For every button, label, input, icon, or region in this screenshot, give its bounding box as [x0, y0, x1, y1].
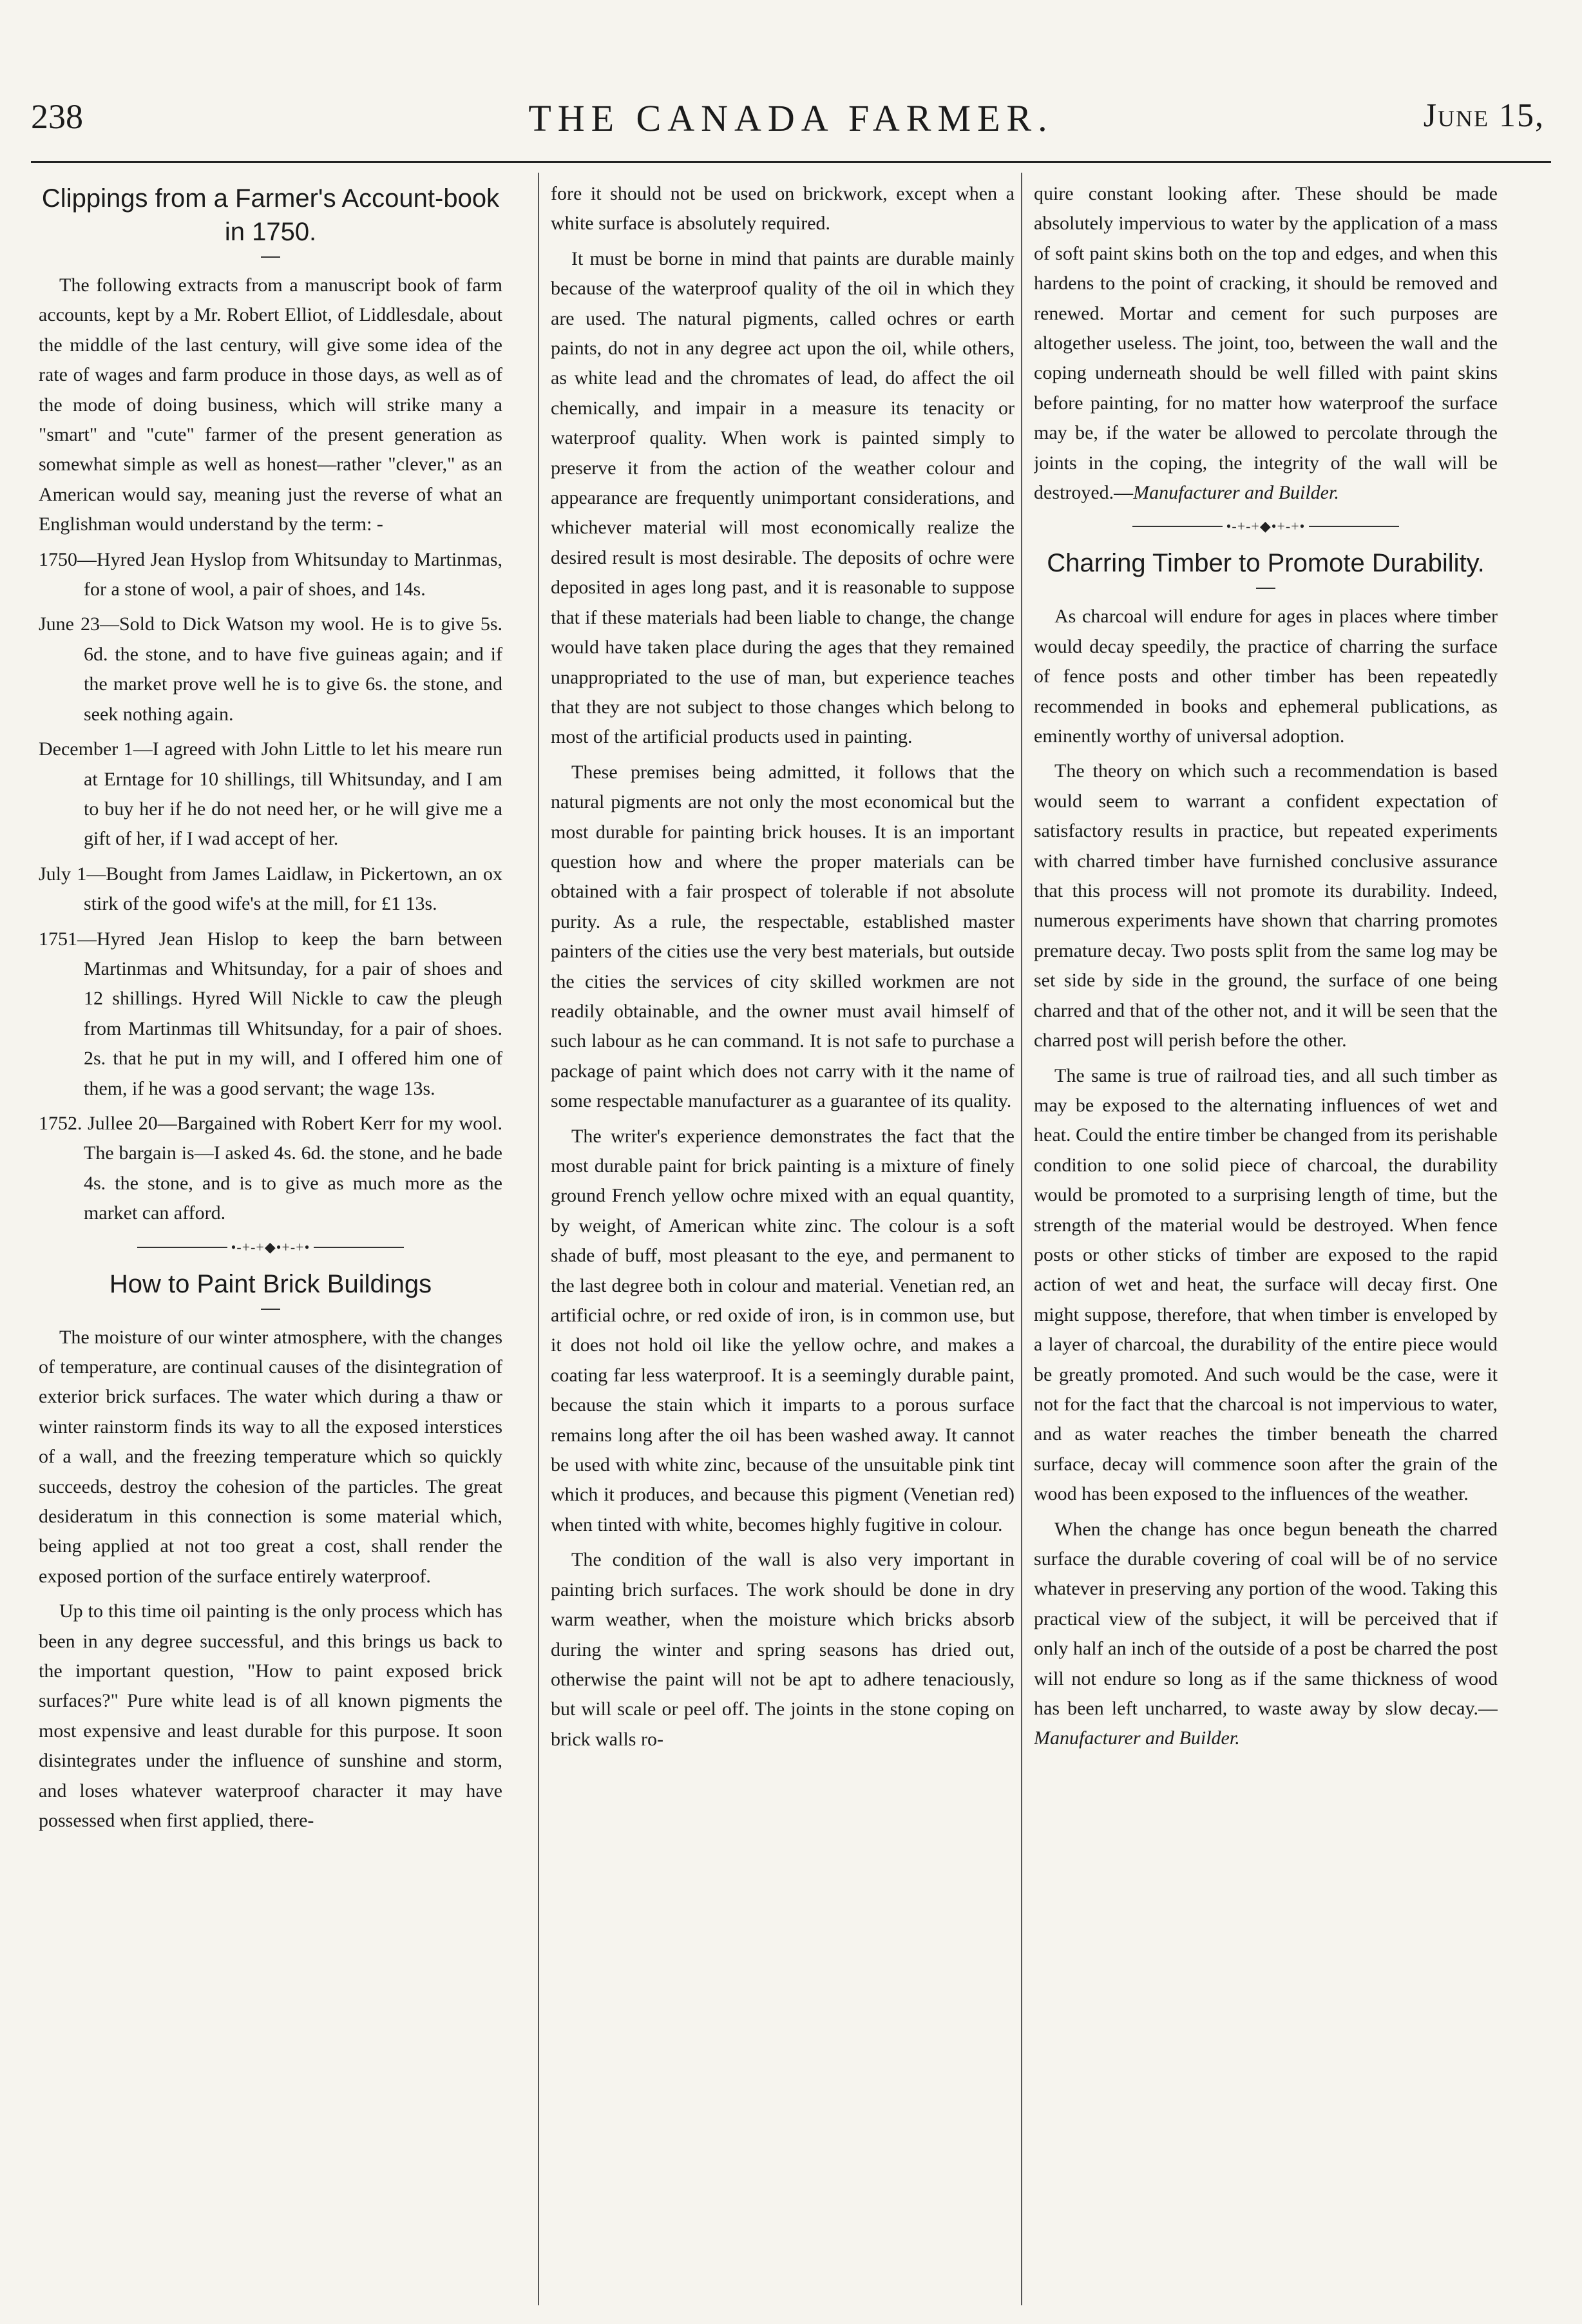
article-paragraph: It must be borne in mind that paints are durable mainly because of the waterproof quality of the oil in which they are used. The natural pigments, called ochres or earth paints, do not in any degree act upon the oil, while others, as white lead and the chromates of lead, do affect the oil chemically, and impair in a measure its tenacity or waterproof quality. When work is painted simply to preserve it from the action of the weather colour and appearance are frequently unimportant considerations, and whichever material will most economically realize the desired result is most desirable. The deposits of ochre were deposited in ages long past, and it is reasonable to suppose that if these materials had been liable to change, the change would have taken place during the ages that they remained unappropriated to the use of man, but experience teaches that they are not subject to those changes which belong to most of the artificial products used in painting. [551, 247, 1015, 748]
section-ornament: •-+-+◆•+-+• [39, 1238, 502, 1256]
article-paragraph: The condition of the wall is also very important in painting brich surfaces. The work should be done in dry warm weather, when the moisture which bricks absorb during the winter and spring seasons has dried out, otherwise the paint will not be apt to adhere tenaciously, but will scale or peel off. The joints in the stone coping on brick walls ro- [551, 1549, 1015, 1750]
article-paragraph: Up to this time oil painting is the only process which has been in any degree successful, and this brings us back to the important question, "How to paint exposed brick surfaces?" Pure white lead is of all known pigments the most expensive and least durable for this purpose. It soon disintegrates under the influence of sunshine and storm, and loses whatever waterproof character it may have possessed when first applied, there- [39, 1600, 502, 1832]
page-number: 238 [31, 97, 83, 136]
account-entry: June 23—Sold to Dick Watson my wool. He is to give 5s. 6d. the stone, and to have five guineas again; and if the market prove well he is to give 6s. the stone, and seek nothing again. [39, 613, 502, 725]
article-paragraph: The theory on which such a recommendation is based would seem to warrant a confident expectation of satisfactory results in practice, but repeated experiments with charred timber have furnished conclusive assurance that this process will not promote its durability. Indeed, numerous experiments have shown that charring promotes premature decay. Two posts split from the same log may be set side by side in the ground, the surface of one being charred and that of the other not, and it will be seen that the charred post will perish before the other. [1034, 760, 1498, 1052]
article-paragraph: The following extracts from a manuscript book of farm accounts, kept by a Mr. Robert Elliot, of Liddlesdale, about the middle of the last century, will give some idea of the rate of wages and farm produce in those days, as well as of the mode of doing business, which will strike many a "smart" and "cute" farmer of the present generation as somewhat simple as well as honest—rather "clever," as an American would say, meaning just the reverse of what an Englishman would understand by the term: - [39, 274, 502, 535]
title-dash [261, 256, 280, 258]
article-title: Charring Timber to Promote Durability. [1047, 549, 1485, 578]
account-entry: 1751—Hyred Jean Hislop to keep the barn between Martinmas and Whitsunday, for a pair of shoes and 12 shillings. Hyred Will Nickle to caw the pleugh from Martinmas till Whitsunday, for a pair of shoes. 2s. that he put in my will, and I offered him one of them, if he was a good servant; the wage 13s. [39, 928, 502, 1099]
article-paragraph: fore it should not be used on brickwork, except when a white surface is absolutely required. [551, 183, 1015, 235]
column-divider [1021, 173, 1022, 2305]
column-divider [538, 173, 539, 2305]
account-entry: 1752. Jullee 20—Bargained with Robert Kerr for my wool. The bargain is—I asked 4s. 6d. the stone, and he bade 4s. the stone, and is to give as much more as the market can afford. [39, 1112, 502, 1224]
article-paragraph: The writer's experience demonstrates the fact that the most durable paint for brick painting is a mixture of finely ground French yellow ochre mixed with an equal quantity, by weight, of American white zinc. The colour is a soft shade of buff, most pleasant to the eye, and permanent to the last degree both in colour and material. Venetian red, an artificial ochre, or red oxide of iron, is in common use, but it does not hold oil like the yellow ochre, and makes a coating far less waterproof. It is a seemingly durable paint, because the stain which it imparts to a porous surface remains long after the oil has been washed away. It cannot be used with white zinc, because of the unsuitable pink tint which it produces, and because this pigment (Venetian red) when tinted with white, becomes highly fugitive in colour. [551, 1125, 1015, 1535]
masthead-title: THE CANADA FARMER. [528, 97, 1054, 139]
issue-date: June 15, [1423, 97, 1545, 134]
column-1 [39, 179, 502, 2305]
page-header [31, 97, 1551, 155]
account-entry: 1750—Hyred Jean Hyslop from Whitsunday to Martinmas, for a stone of wool, a pair of shoes, and 14s. [39, 548, 502, 600]
source-credit: Manufacturer and Builder. [1133, 482, 1339, 504]
header-rule [31, 161, 1551, 163]
article-paragraph: As charcoal will endure for ages in places where timber would decay speedily, the practice of charring the surface of fence posts and other timber has been repeatedly recommended in books and ephemeral publications, as eminently worthy of universal adoption. [1034, 606, 1498, 747]
title-dash [1256, 588, 1275, 589]
column-2 [551, 179, 1015, 2305]
article-title: How to Paint Brick Buildings [109, 1269, 432, 1298]
column-3 [1034, 179, 1498, 2305]
article-paragraph: The same is true of railroad ties, and all such timber as may be exposed to the alternating influences of wet and heat. Could the entire timber be changed from its perishable condition to one solid piece of charcoal, the durability would be promoted to a surprising length of time, but the strength of the material would be destroyed. When fence posts or other sticks of timber are exposed to the rapid action of wet and heat, the surface will decay first. One might suppose, therefore, that when timber is enveloped by a layer of charcoal, the durability of the entire piece would be greatly promoted. And such would be the case, were it not for the fact that the charcoal is not impervious to water, and as water reaches the timber beneath the charred surface, decay will commence soon after the grain of the wood has been exposed to the influences of the weather. [1034, 1064, 1498, 1505]
title-dash [261, 1309, 280, 1310]
section-ornament: •-+-+◆•+-+• [1034, 517, 1498, 535]
article-paragraph: quire constant looking after. These should be made absolutely impervious to water by the application of a mass of soft paint skins both on the top and edges, and when this hardens to the point of cracking, it should be removed and renewed. Mortar and cement for such purposes are altogether useless. The joint, too, between the wall and the coping underneath should be well filled with paint skins before painting, for no matter how waterproof the surface may be, if the water be allowed to percolate through the joints in the coping, the integrity of the wall will be destroyed.—Manufacturer and Builder. [1034, 183, 1498, 504]
article-paragraph: These premises being admitted, it follows that the natural pigments are not only the most economical but the most durable for painting brick houses. It is an important question how and where the proper materials can be obtained with a fair prospect of tolerable if not absolute purity. As a rule, the respectable, established master painters of the cities use the very best materials, but outside the cities the services of city skilled workmen are not readily obtainable, and the owner must avail himself of such labour as he can command. It is not safe to purchase a package of paint which does not carry with it the name of some respectable manufacturer as a guarantee of its quality. [551, 761, 1015, 1112]
article-title: Clippings from a Farmer's Account-book in 1750. [41, 184, 500, 246]
article-paragraph: When the change has once begun beneath the charred surface the durable covering of coal will be of no service whatever in preserving any portion of the wood. Taking this practical view of the subject, it will be perceived that if only half an inch of the outside of a post be charred the post will not endure so long as if the same thickness of wood has been left uncharred, to waste away by slow decay.—Manufacturer and Builder. [1034, 1518, 1498, 1749]
account-entry: December 1—I agreed with John Little to let his meare run at Erntage for 10 shillings, till Whitsunday, and I am to buy her if he do not need her, or he will give me a gift of her, if I wad accept of her. [39, 738, 502, 850]
source-credit: Manufacturer and Builder. [1034, 1727, 1240, 1749]
article-paragraph: The moisture of our winter atmosphere, with the changes of temperature, are continual causes of the disintegration of exterior brick surfaces. The water which during a thaw or winter rainstorm finds its way to all the exposed interstices of a wall, and the freezing temperature which so quickly succeeds, destroy the cohesion of the particles. The great desideratum in this connection is some material which, being applied at not too great a cost, shall render the exposed portion of the surface entirely waterproof. [39, 1326, 502, 1587]
account-entry: July 1—Bought from James Laidlaw, in Pickertown, an ox stirk of the good wife's at the mill, for £1 13s. [39, 863, 502, 915]
